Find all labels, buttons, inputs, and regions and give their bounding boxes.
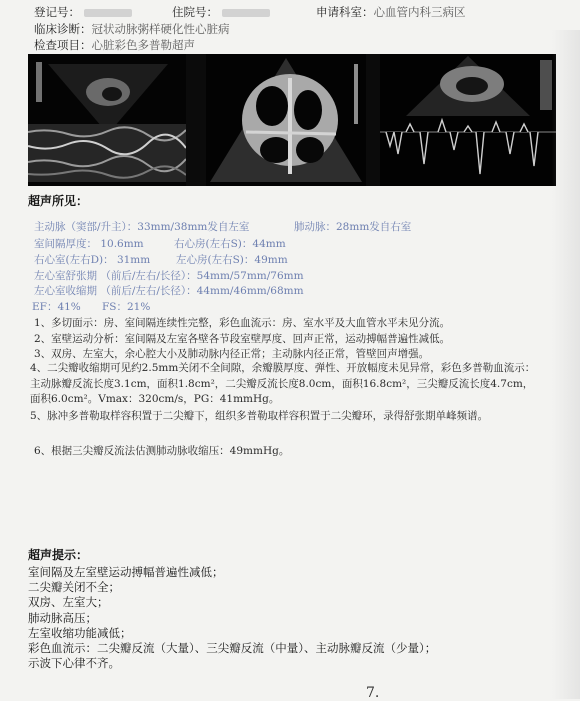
exam-value: 心脏彩色多普勒超声: [91, 38, 195, 52]
reg-label: 登记号：: [34, 5, 80, 19]
department-row: [316, 4, 466, 20]
finding-item-3: 3、双房、左室大，余心腔大小及肺动脉内径正常；主动脉内径正常，管壁回声增强。: [34, 348, 430, 360]
exam-label: 检查项目：: [34, 38, 92, 52]
doppler-image: [380, 54, 556, 186]
inpatient-label: 住院号：: [172, 5, 218, 19]
exam-row: [34, 37, 195, 53]
redacted-value: [84, 9, 132, 17]
conclusion-line-6: 彩色血流示：二尖瓣反流（大量）、三尖瓣反流（中量）、主动脉瓣反流（少量）；: [28, 641, 437, 656]
finding-item-1: 1、多切面示：房、室间隔连续性完整，彩色血流示：房、室水平及大血管水平未见分流。: [34, 317, 451, 329]
conclusion-line-4: 肺动脉高压；: [28, 610, 97, 625]
lv-diastole-measure: 左心室舒张期 （前后/左右/长径）：54mm/57mm/76mm: [34, 270, 304, 282]
signature-mark: 7.: [366, 685, 380, 701]
conclusion-line-3: 双房、左室大；: [28, 595, 109, 610]
dept-value: 心血管内科三病区: [373, 5, 466, 19]
findings-title: 超声所见：: [28, 194, 89, 208]
conclusion-title: 超声提示：: [28, 548, 89, 562]
reg-no-row: [34, 4, 132, 20]
conclusion-line-7: 示波下心律不齐。: [28, 656, 120, 671]
inpatient-no-row: [172, 4, 270, 20]
ra-measure: 右心房(左右S)：44mm: [174, 238, 286, 250]
finding-item-5: 5、脉冲多普勒取样容积置于二尖瓣下，组织多普勒取样容积置于二尖瓣环，录得舒张期单峰频谱。: [30, 410, 489, 422]
septum-measure: 室间隔厚度： 10.6mm: [34, 238, 144, 250]
diagnosis-label: 临床诊断：: [34, 22, 92, 36]
conclusion-line-5: 左室收缩功能减低；: [28, 625, 132, 640]
mmode-image: [28, 54, 186, 186]
echo-image-strip: [28, 54, 556, 186]
page-shadow: [552, 30, 580, 699]
pulmonary-measure: 肺动脉：28mm发自右室: [294, 221, 412, 233]
four-chamber-image: [206, 54, 366, 186]
fs-value: FS：21%: [102, 301, 151, 313]
aorta-measure: 主动脉（窦部/升主）：33mm/38mm发自左室: [34, 221, 250, 233]
lv-systole-measure: 左心室收缩期 （前后/左右/长径）：44mm/46mm/68mm: [34, 285, 304, 297]
rv-measure: 右心室(左右D)： 31mm: [34, 254, 151, 266]
finding-item-6: 6、根据三尖瓣反流法估测肺动脉收缩压：49mmHg。: [34, 445, 290, 457]
conclusion-line-2: 二尖瓣关闭不全；: [28, 580, 120, 595]
la-measure: 左心房(左右S)：49mm: [176, 254, 288, 266]
redacted-value: [222, 9, 270, 17]
diagnosis-value: 冠状动脉粥样硬化性心脏病: [91, 22, 230, 36]
ef-value: EF：41%: [32, 301, 81, 313]
conclusion-line-1: 室间隔及左室壁运动搏幅普遍性减低；: [28, 565, 224, 579]
finding-item-2: 2、室壁运动分析：室间隔及左室各壁各节段室壁厚度、回声正常，运动搏幅普遍性减低。: [34, 333, 451, 345]
diagnosis-row: [34, 21, 230, 37]
conclusion-list: [28, 565, 436, 671]
finding-item-4: 4、二尖瓣收缩期可见约2.5mm关闭不全间隙，余瓣膜厚度、弹性、开放幅度未见异常，彩色多普勒血流示：主动脉瓣反流长度3.1cm，面积1.8cm²，二尖瓣反流长度8.0cm，面积16.8cm²，三尖瓣反流长度4.7cm，面积6.0cm²。Vmax：320cm/s，PG：41mmHg。: [30, 362, 536, 405]
dept-label: 申请科室：: [316, 5, 374, 19]
